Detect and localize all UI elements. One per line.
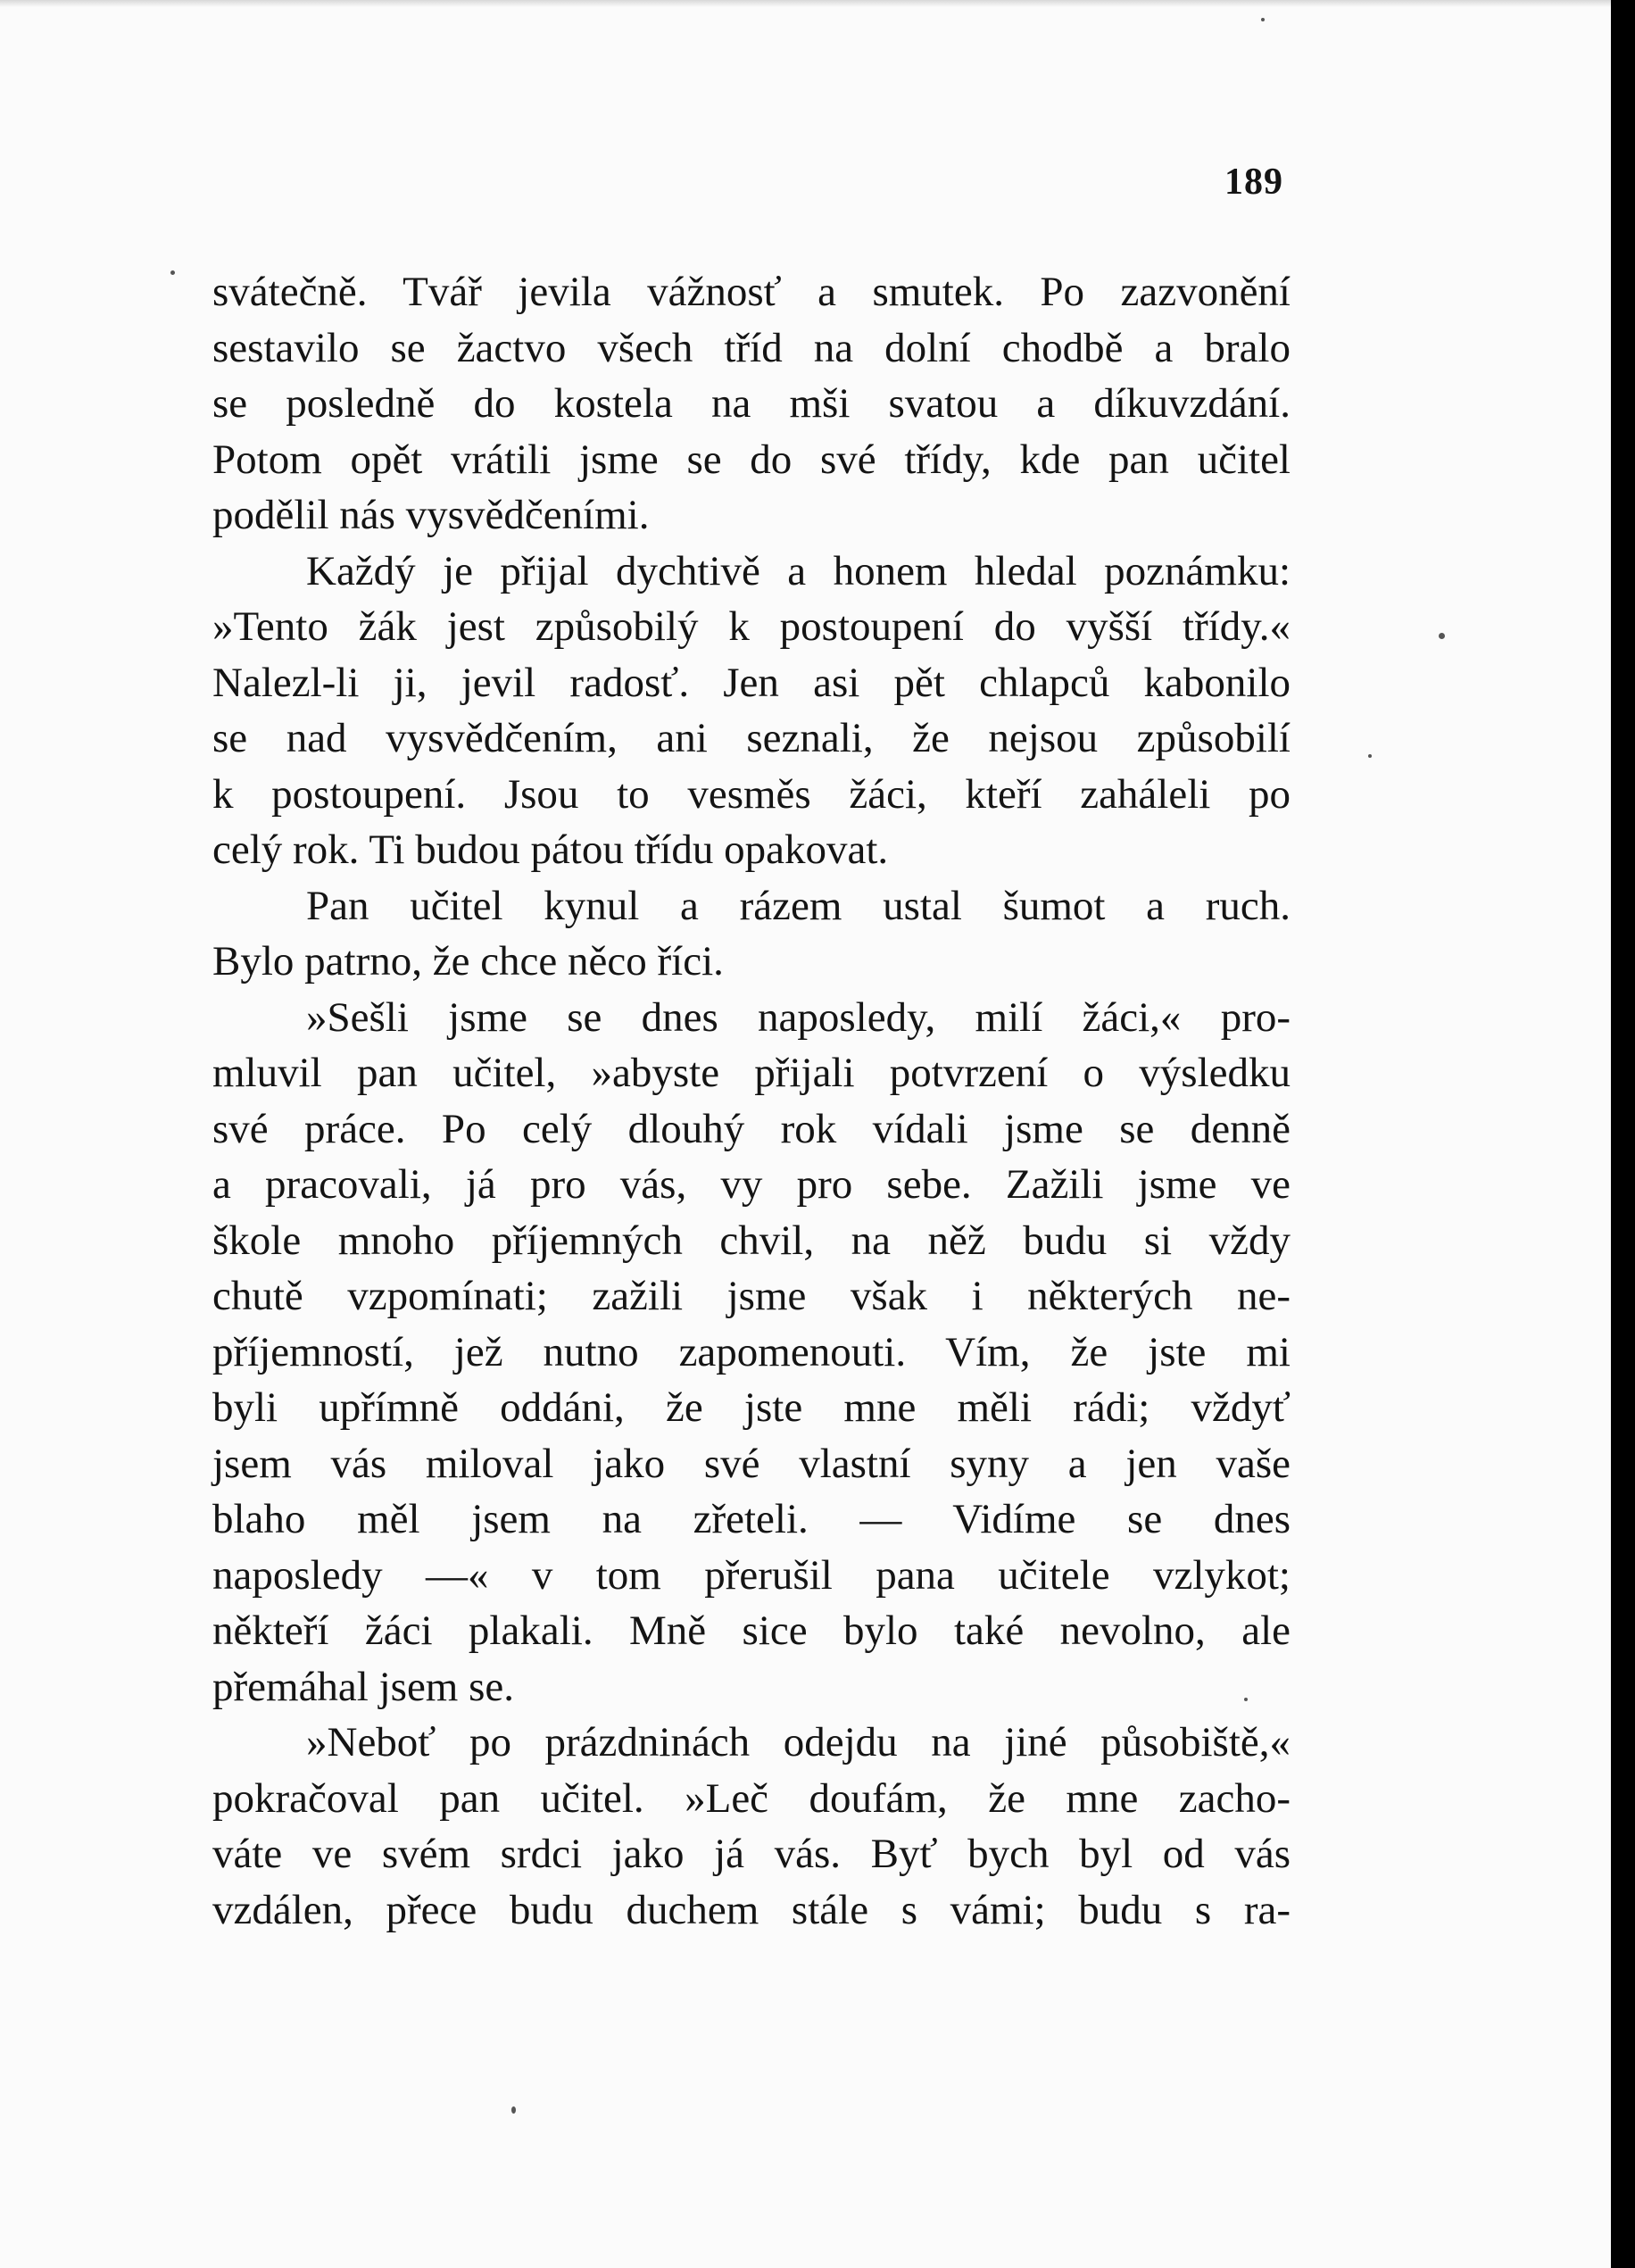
- text-line: mluvil pan učitel, »abyste přijali potvrzení o výsledku: [212, 1050, 1291, 1096]
- text-line: naposledy —« v tom přerušil pana učitele vzlykot;: [212, 1551, 1291, 1599]
- text-line: jsem vás miloval jako své vlastní syny a jen vaše: [212, 1440, 1291, 1487]
- scan-border-right: [1611, 0, 1635, 2268]
- text-line: pokračoval pan učitel. »Leč doufám, že mne zacho-: [212, 1774, 1291, 1822]
- page-number: 189: [1224, 162, 1283, 203]
- text-line: příjemností, jež nutno zapomenouti. Vím, že jste mi: [212, 1328, 1291, 1375]
- dust-speck: [511, 2106, 516, 2114]
- text-line: a pracovali, já pro vás, vy pro sebe. Zažili jsme ve: [212, 1161, 1291, 1208]
- text-line: se posledně do kostela na mši svatou a díkuvzdání.: [212, 380, 1291, 427]
- text-line: Pan učitel kynul a rázem ustal šumot a ruch.: [306, 882, 1291, 929]
- text-line: někteří žáci plakali. Mně sice bylo také nevolno, ale: [212, 1608, 1291, 1654]
- text-line: Bylo patrno, že chce něco říci.: [212, 938, 724, 984]
- text-line: k postoupení. Jsou to vesměs žáci, kteří zaháleli po: [212, 770, 1291, 818]
- text-line: se nad vysvědčením, ani seznali, že nejsou způsobilí: [212, 715, 1291, 761]
- text-line: váte ve svém srdci jako já vás. Byť bych byl od vás: [212, 1831, 1291, 1877]
- body-text: [212, 264, 1291, 1938]
- text-line: byli upřímně oddáni, že jste mne měli rádi; vždyť: [212, 1384, 1291, 1431]
- dust-speck: [170, 270, 175, 275]
- dust-speck: [1244, 1698, 1248, 1701]
- text-line: Každý je přijal dychtivě a honem hledal poznámku:: [306, 547, 1291, 594]
- text-line: svátečně. Tvář jevila vážnosť a smutek. Po zazvonění: [212, 269, 1291, 315]
- text-line: své práce. Po celý dlouhý rok vídali jsme se denně: [212, 1105, 1291, 1152]
- text-line: »Tento žák jest způsobilý k postoupení do vyšší třídy.«: [212, 603, 1291, 650]
- text-line: chutě vzpomínati; zažili jsme však i některých ne-: [212, 1273, 1291, 1319]
- text-line: »Neboť po prázdninách odejdu na jiné působiště,«: [306, 1719, 1291, 1765]
- text-line: sestavilo se žactvo všech tříd na dolní chodbě a bralo: [212, 324, 1291, 371]
- text-line: »Sešli jsme se dnes naposledy, milí žáci,« pro-: [306, 993, 1291, 1041]
- page-top-shadow: [0, 0, 1611, 7]
- dust-speck: [1368, 754, 1372, 758]
- text-line: podělil nás vysvědčeními.: [212, 492, 650, 538]
- text-line: Potom opět vrátili jsme se do své třídy, kde pan učitel: [212, 436, 1291, 483]
- dust-speck: [1439, 633, 1445, 639]
- text-line: celý rok. Ti budou pátou třídu opakovat.: [212, 827, 889, 873]
- text-line: blaho měl jsem na zřeteli. — Vidíme se dnes: [212, 1496, 1291, 1542]
- dust-speck: [1261, 18, 1265, 21]
- text-line: Nalezl-li ji, jevil radosť. Jen asi pět chlapců kabonilo: [212, 659, 1291, 706]
- text-line: vzdálen, přece budu duchem stále s vámi; budu s ra-: [212, 1886, 1291, 1933]
- text-line: přemáhal jsem se.: [212, 1663, 515, 1710]
- text-line: škole mnoho příjemných chvil, na něž budu si vždy: [212, 1217, 1291, 1264]
